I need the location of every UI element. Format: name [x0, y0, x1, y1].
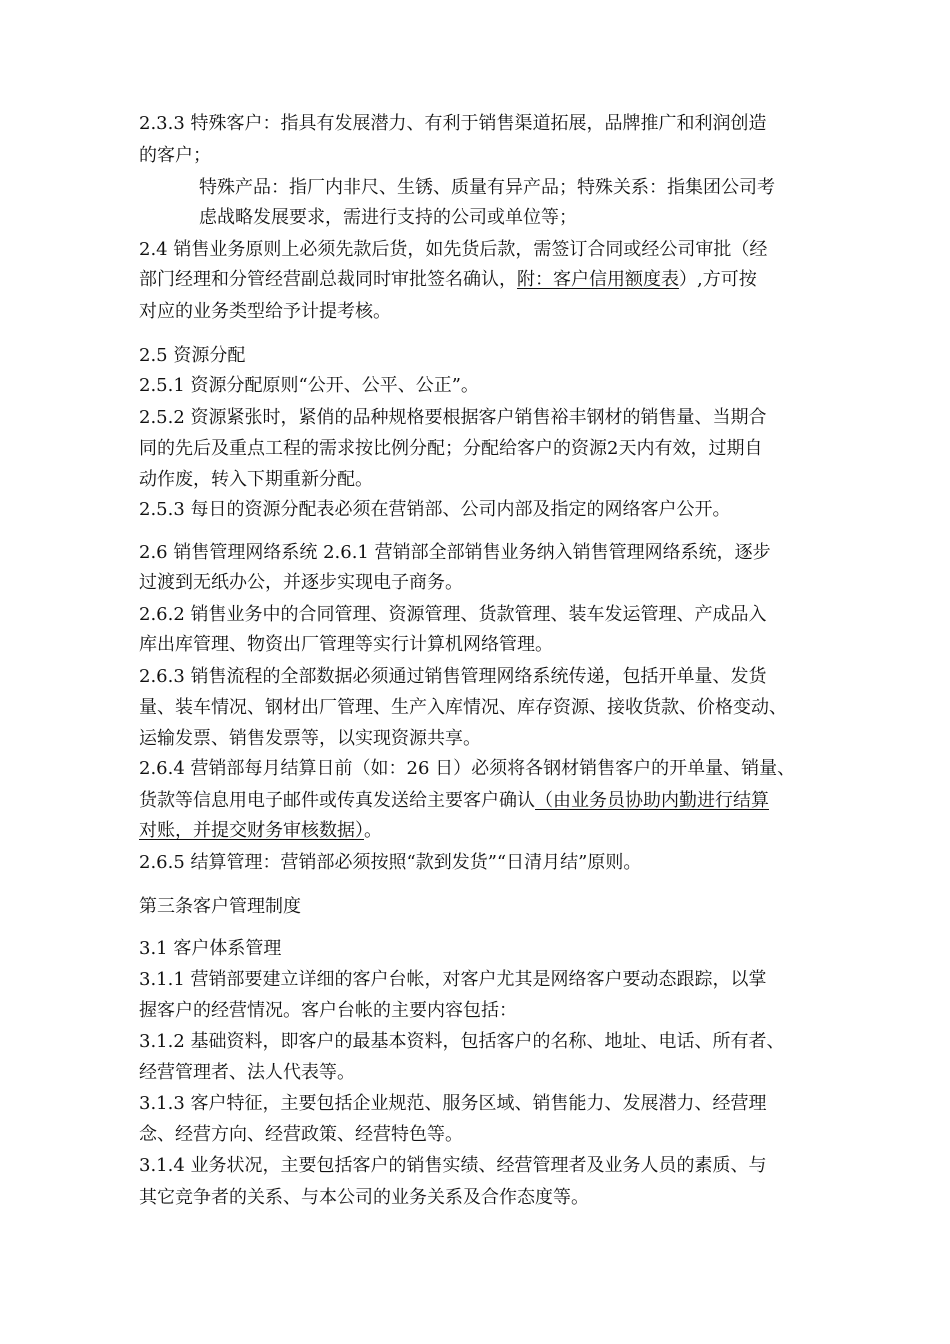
- para-3-1-4-line-1: 3.1.4 业务状况，主要包括客户的销售实绩、经营管理者及业务人员的素质、与: [139, 1155, 767, 1176]
- para-3-1-3-line-1: 3.1.3 客户特征，主要包括企业规范、服务区域、销售能力、发展潜力、经营理: [139, 1093, 767, 1114]
- para-2-6-2-line-1: 2.6.2 销售业务中的合同管理、资源管理、货款管理、装车发运管理、产成品入: [139, 604, 767, 625]
- para-2-6-3-line-2: 量、装车情况、钢材出厂管理、生产入库情况、库存资源、接收货款、价格变动、: [139, 697, 787, 718]
- para-2-5-2-line-1: 2.5.2 资源紧张时，紧俏的品种规格要根据客户销售裕丰钢材的销售量、当期合: [139, 407, 767, 428]
- para-2-4-line-3: 对应的业务类型给予计提考核。: [139, 301, 391, 322]
- section-3-1-heading: 3.1 客户体系管理: [139, 938, 282, 959]
- para-2-5-3: 2.5.3 每日的资源分配表必须在营销部、公司内部及指定的网络客户公开。: [139, 499, 731, 520]
- para-3-1-2-line-2: 经营管理者、法人代表等。: [139, 1062, 355, 1083]
- para-2-6-4-line-3: 对账，并提交财务审核数据）。: [139, 820, 382, 841]
- para-2-5-2-line-3: 动作废，转入下期重新分配。: [139, 469, 373, 490]
- para-2-5-2-line-2: 同的先后及重点工程的需求按比例分配；分配给客户的资源2天内有效，过期自: [139, 438, 763, 459]
- para-2-5-1: 2.5.1 资源分配原则“公开、公平、公正”。: [139, 375, 479, 396]
- section-2-5-heading: 2.5 资源分配: [139, 345, 246, 366]
- article-3-heading: 第三条客户管理制度: [139, 896, 301, 917]
- special-products-line-2: 虑战略发展要求，需进行支持的公司或单位等；: [199, 207, 577, 228]
- para-2-3-3-line-1: 2.3.3 特殊客户：指具有发展潜力、有利于销售渠道拓展，品牌推广和利润创造: [139, 113, 767, 134]
- para-2-4-line-2: 部门经理和分管经营副总裁同时审批签名确认，附：客户信用额度表）,方可按: [139, 269, 757, 290]
- para-2-4-line-1: 2.4 销售业务原则上必须先款后货，如先货后款，需签订合同或经公司审批（经: [139, 239, 768, 260]
- note-underlined-part-2: 对账，并提交财务审核数据）: [139, 820, 364, 841]
- special-products-line-1: 特殊产品：指厂内非尺、生锈、质量有异产品；特殊关系：指集团公司考: [199, 177, 775, 198]
- para-3-1-1-line-1: 3.1.1 营销部要建立详细的客户台帐，对客户尤其是网络客户要动态跟踪，以掌: [139, 969, 767, 990]
- section-2-6-line-2: 过渡到无纸办公，并逐步实现电子商务。: [139, 572, 463, 593]
- para-3-1-4-line-2: 其它竞争者的关系、与本公司的业务关系及合作态度等。: [139, 1187, 589, 1208]
- section-2-6-line-1: 2.6 销售管理网络系统 2.6.1 营销部全部销售业务纳入销售管理网络系统，逐步: [139, 542, 771, 563]
- credit-limit-table-link[interactable]: 附：客户信用额度表: [517, 269, 679, 290]
- para-2-6-2-line-2: 库出库管理、物资出厂管理等实行计算机网络管理。: [139, 634, 553, 655]
- para-2-6-4-line-1: 2.6.4 营销部每月结算日前（如：26 日）必须将各钢材销售客户的开单量、销量、: [139, 758, 796, 779]
- para-3-1-3-line-2: 念、经营方向、经营政策、经营特色等。: [139, 1124, 463, 1145]
- para-2-6-4-line-2: 货款等信息用电子邮件或传真发送给主要客户确认（由业务员协助内勤进行结算: [139, 790, 769, 811]
- para-2-6-3-line-3: 运输发票、销售发票等，以实现资源共享。: [139, 728, 481, 749]
- para-2-3-3-line-2: 的客户；: [139, 145, 211, 166]
- para-3-1-1-line-2: 握客户的经营情况。客户台帐的主要内容包括：: [139, 1000, 517, 1021]
- para-2-6-5: 2.6.5 结算管理：营销部必须按照“款到发货”“日清月结”原则。: [139, 852, 642, 873]
- note-underlined-part-1: （由业务员协助内勤进行结算: [535, 790, 769, 811]
- para-3-1-2-line-1: 3.1.2 基础资料，即客户的最基本资料，包括客户的名称、地址、电话、所有者、: [139, 1031, 785, 1052]
- para-2-6-3-line-1: 2.6.3 销售流程的全部数据必须通过销售管理网络系统传递，包括开单量、发货: [139, 666, 767, 687]
